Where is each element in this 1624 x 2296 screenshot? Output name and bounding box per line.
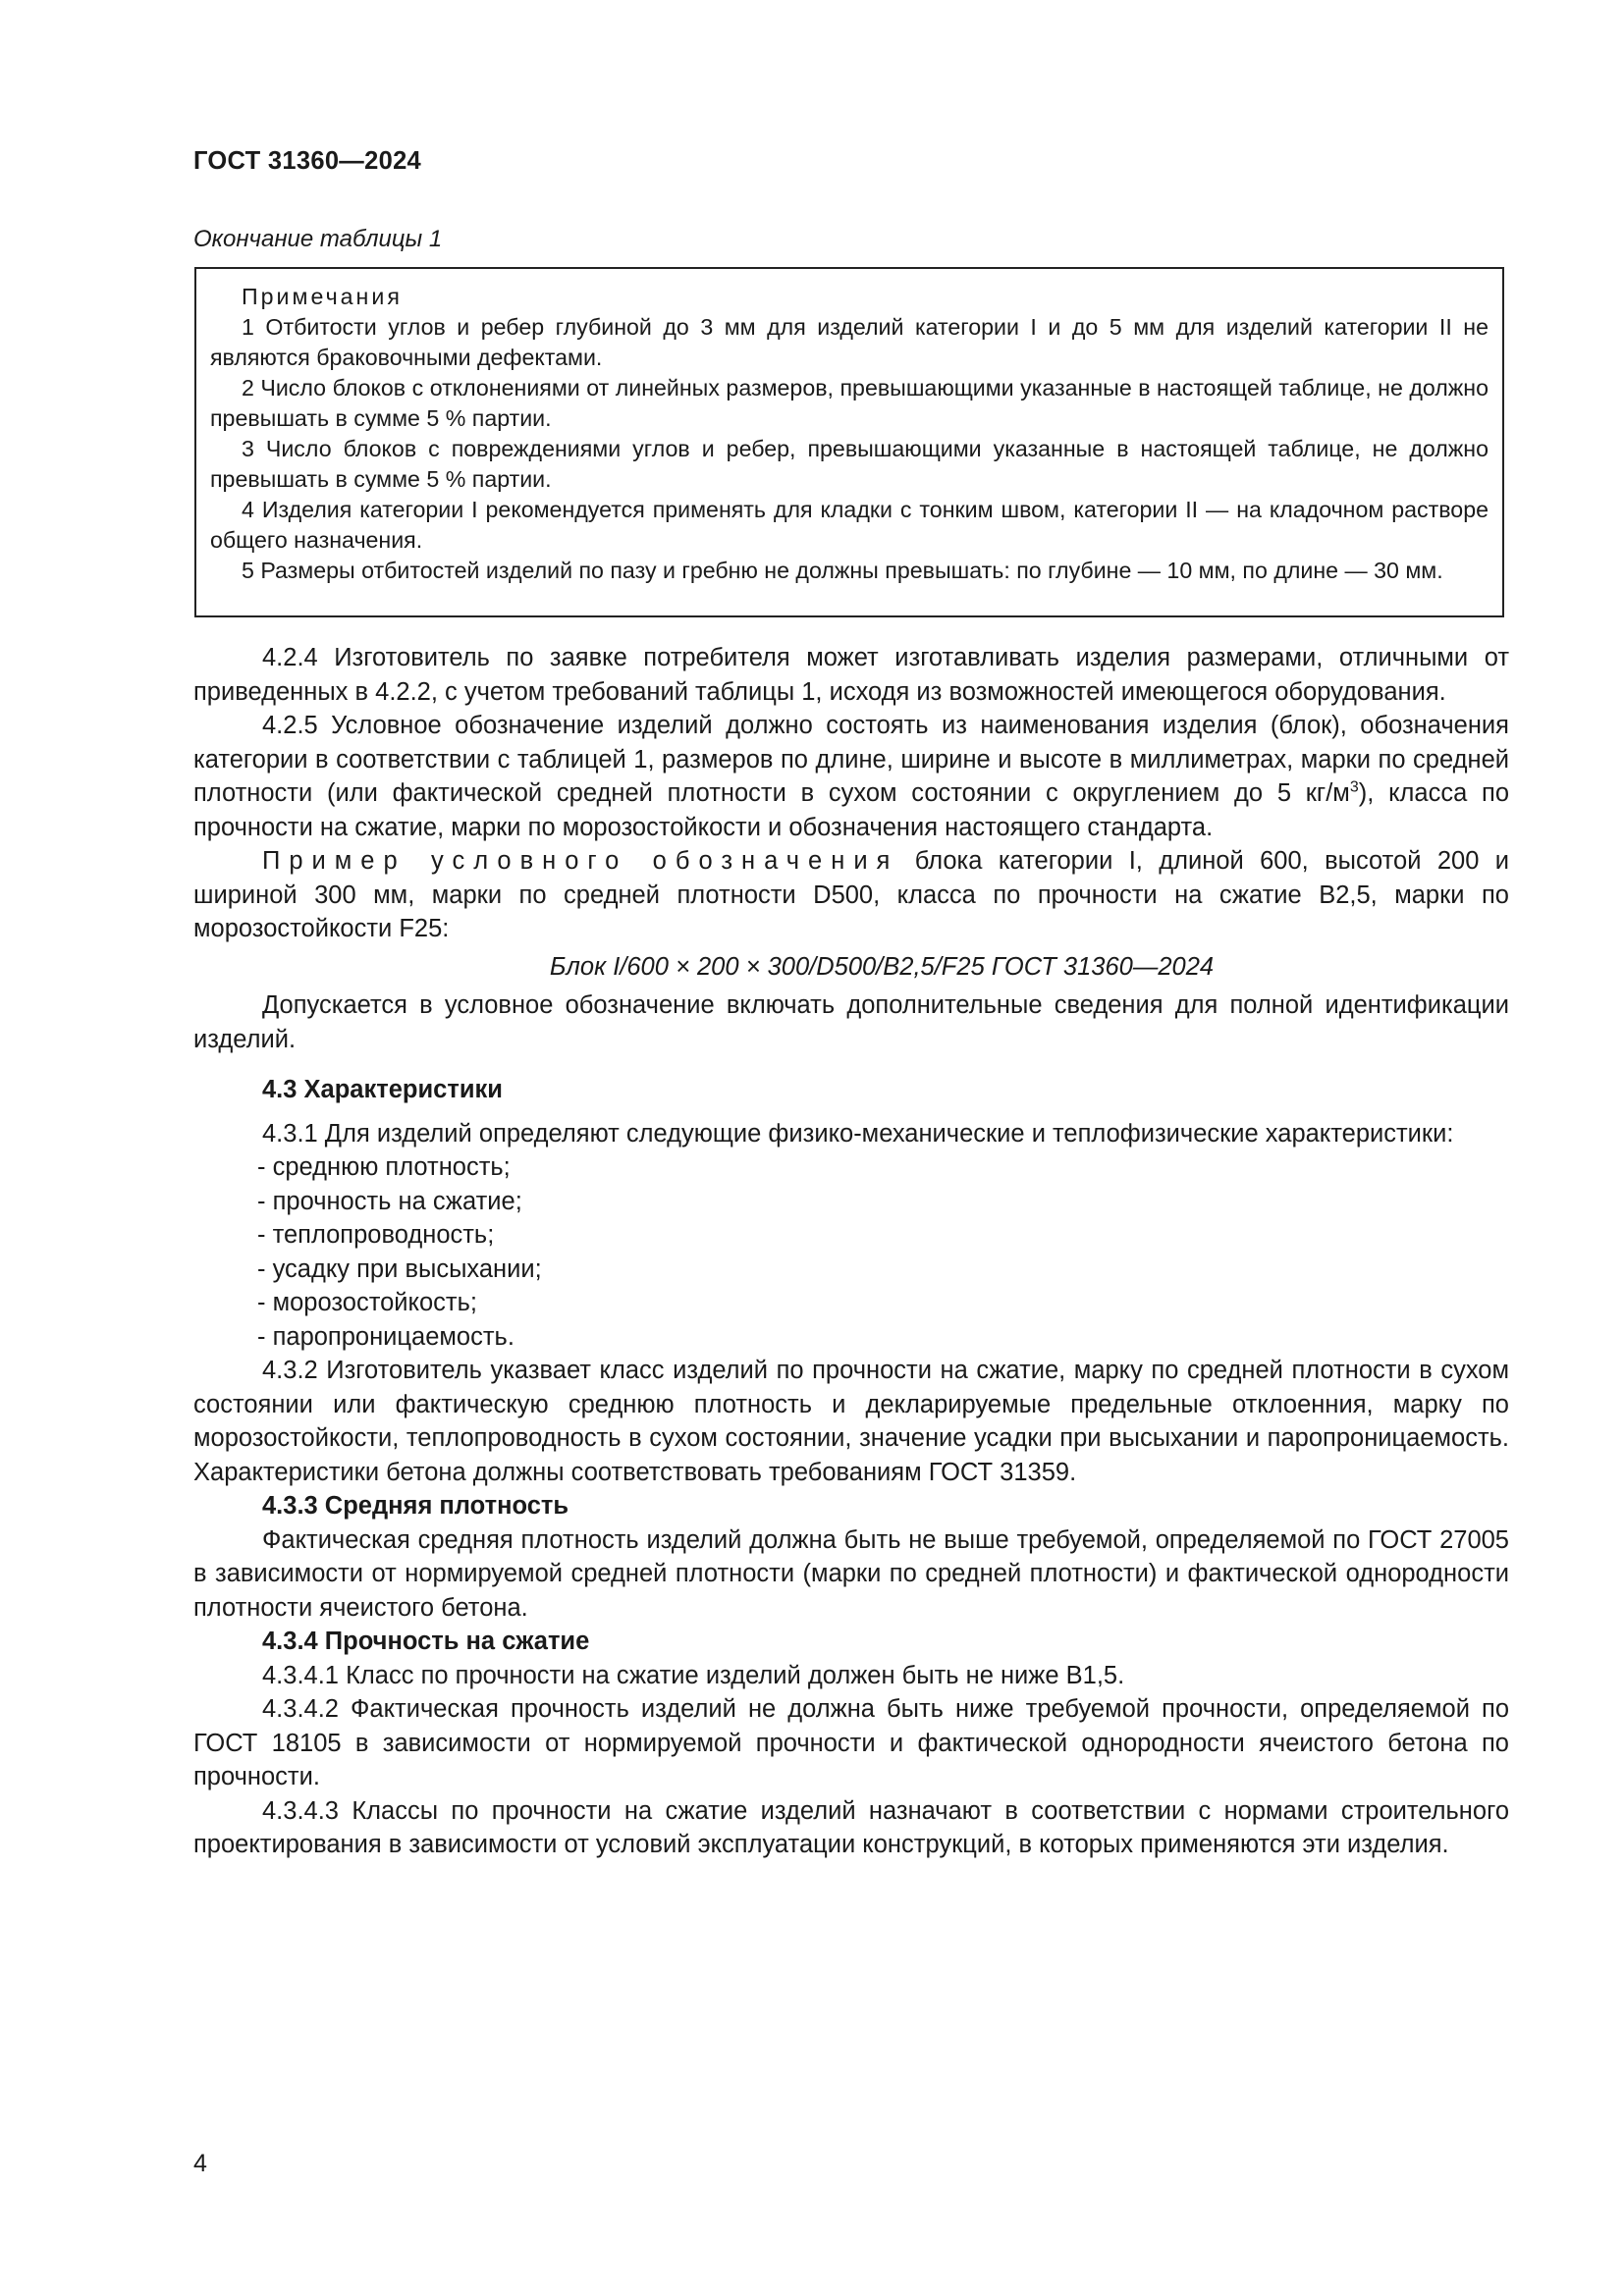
example-paragraph	[193, 844, 1509, 946]
section-heading-4-3-3: 4.3.3 Средняя плотность	[262, 1492, 569, 1520]
paragraph-4-3-1: 4.3.1 Для изделий определяют следующие физико-механические и теплофизические характеристики:	[262, 1119, 1454, 1148]
superscript-cubed: 3	[1349, 778, 1359, 796]
list-item: - среднюю плотность;	[257, 1153, 511, 1181]
list-item: - морозостойкость;	[257, 1289, 477, 1316]
example-lead: Пример условного обозначения	[262, 847, 899, 875]
section-heading-4-3-4: 4.3.4 Прочность на сжатие	[262, 1628, 590, 1655]
paragraph-4-3-4-2: 4.3.4.2 Фактическая прочность изделий не должна быть ниже требуемой прочности, определяемой по ГОСТ 18105 в зависимости от нормируемой прочности и фактической однородности ячеистого бетона по прочности.	[193, 1695, 1509, 1790]
note-item: 2 Число блоков с отклонениями от линейных размеров, превышающими указанные в настоящей таблице, не должно превышать в сумме 5 % партии.	[210, 375, 1489, 431]
example-text: блока категории I, длиной 600, высотой 200 и шириной 300 мм, марки по средней плотности D500, класса по прочности на сжатие B2,5, марки по морозостойкости F25:	[193, 847, 1510, 942]
characteristics-list	[193, 1150, 1509, 1354]
list-item: - паропроницаемость.	[257, 1322, 514, 1351]
paragraph-allowed: Допускается в условное обозначение включать дополнительные сведения для полной идентификации изделий.	[193, 991, 1509, 1053]
example-designation: Блок I/600 × 200 × 300/D500/B2,5/F25 ГОСТ 31360—2024	[549, 952, 1215, 981]
paragraph-4-3-4-1: 4.3.4.1 Класс по прочности на сжатие изделий должен быть не ниже B1,5.	[262, 1661, 1125, 1689]
table-continuation-caption: Окончание таблицы 1	[193, 226, 443, 252]
page-number: 4	[193, 2150, 207, 2177]
document-header: ГОСТ 31360—2024	[193, 147, 422, 175]
paragraph-4-3-2: 4.3.2 Изготовитель указвает класс изделий по прочности на сжатие, марку по средней плотности в сухом состоянии или фактическую среднюю плотность и декларируемые предельные отклоенния, марку по морозостойкости, теплопроводность в сухом состоянии, значение усадки при высыхании и паропроницаемость. Характеристики бетона должны соответствовать требованиям ГОСТ 31359.	[193, 1357, 1509, 1486]
paragraph-4-2-4: 4.2.4 Изготовитель по заявке потребителя может изготавливать изделия размерами, отличными от приведенных в 4.2.2, с учетом требований таблицы 1, исходя из возможностей имеющегося оборудования.	[193, 644, 1509, 706]
note-item: 1 Отбитости углов и ребер глубиной до 3 мм для изделий категории I и до 5 мм для изделий категории II не являются браковочными дефектами.	[210, 314, 1489, 370]
list-item: - прочность на сжатие;	[257, 1187, 522, 1215]
paragraph-4-3-3: Фактическая средняя плотность изделий должна быть не выше требуемой, определяемой по ГОСТ 27005 в зависимости от нормируемой средней плотности (марки по средней плотности) и фактической однородности плотности ячеистого бетона.	[193, 1525, 1509, 1622]
note-item: 4 Изделия категории I рекомендуется применять для кладки с тонким швом, категории II — на кладочном растворе общего назначения.	[210, 497, 1489, 553]
list-item: - усадку при высыхании;	[257, 1255, 542, 1283]
notes-box	[194, 267, 1504, 617]
paragraph-4-2-5-text-a: 4.2.5 Условное обозначение изделий должно состоять из наименования изделия (блок), обозначения категории в соответствии с таблицей 1, размеров по длине, ширине и высоте в миллиметрах, марки по средней плотности (или фактической средней плотности в сухом состоянии с округлением до 5 кг/м	[193, 712, 1509, 807]
paragraph-4-3-4-3: 4.3.4.3 Классы по прочности на сжатие изделий назначают в соответствии с нормами строительного проектирования в зависимости от условий эксплуатации конструкций, в которых применяются эти изделия.	[193, 1796, 1509, 1858]
list-item: - теплопроводность;	[257, 1221, 495, 1249]
paragraph-4-2-5	[193, 709, 1509, 844]
document-body	[193, 641, 1509, 1862]
section-heading-4-3: 4.3 Характеристики	[262, 1076, 503, 1103]
note-item: 5 Размеры отбитостей изделий по пазу и гребню не должны превышать: по глубине — 10 мм, по длине — 30 мм.	[242, 558, 1443, 583]
paragraph-4-2-5-text-b: ), класса по прочности на сжатие, марки по морозостойкости и обозначения настоящего стандарта.	[193, 779, 1509, 841]
note-item: 3 Число блоков с повреждениями углов и ребер, превышающими указанные в настоящей таблице, не должно превышать в сумме 5 % партии.	[210, 436, 1489, 492]
notes-title: Примечания	[242, 284, 403, 309]
